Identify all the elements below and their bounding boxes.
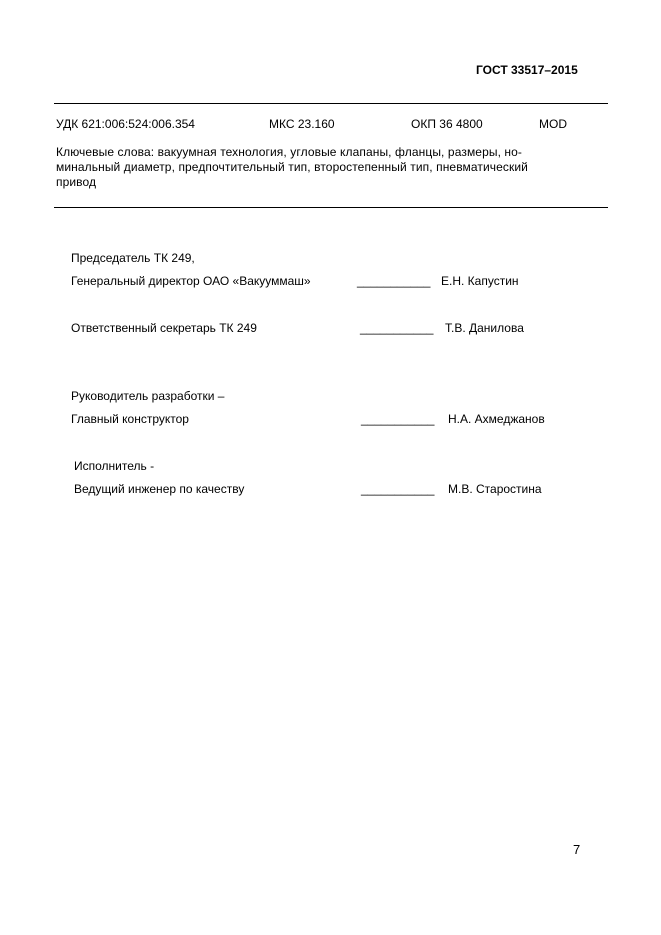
standard-code: ГОСТ 33517–2015 [476, 63, 578, 77]
keywords-block [56, 145, 586, 190]
bottom-divider [54, 207, 608, 208]
secretary-title: Ответственный секретарь ТК 249 [71, 321, 257, 335]
top-divider [54, 103, 608, 104]
chairman-signature-blank: ___________ [357, 274, 431, 288]
secretary-name: Т.В. Данилова [445, 321, 524, 335]
keywords-line-2: минальный диаметр, предпочтительный тип, второстепенный тип, пневматический [56, 160, 528, 174]
keywords-line-1: Ключевые слова: вакуумная технология, угловые клапаны, фланцы, размеры, но- [56, 145, 523, 159]
executor-name: М.В. Старостина [448, 482, 542, 496]
lead-title-line-2: Главный конструктор [71, 412, 189, 426]
executor-signature-blank: ___________ [361, 482, 435, 496]
okp-code: ОКП 36 4800 [411, 117, 483, 131]
secretary-signature-blank: ___________ [360, 321, 434, 335]
chairman-title-line-1: Председатель ТК 249, [71, 251, 195, 265]
lead-name: Н.А. Ахмеджанов [448, 412, 545, 426]
mod-label: MOD [539, 117, 567, 131]
chairman-title-line-2: Генеральный директор ОАО «Вакууммаш» [71, 274, 311, 288]
page-number: 7 [573, 842, 581, 857]
executor-title-line-2: Ведущий инженер по качеству [74, 482, 245, 496]
udk-code: УДК 621:006:524:006.354 [56, 117, 195, 131]
lead-title-line-1: Руководитель разработки – [71, 389, 225, 403]
executor-title-line-1: Исполнитель - [74, 459, 155, 473]
lead-signature-blank: ___________ [361, 412, 435, 426]
keywords-line-3: привод [56, 175, 97, 189]
chairman-name: Е.Н. Капустин [441, 274, 519, 288]
mks-code: МКС 23.160 [269, 117, 335, 131]
